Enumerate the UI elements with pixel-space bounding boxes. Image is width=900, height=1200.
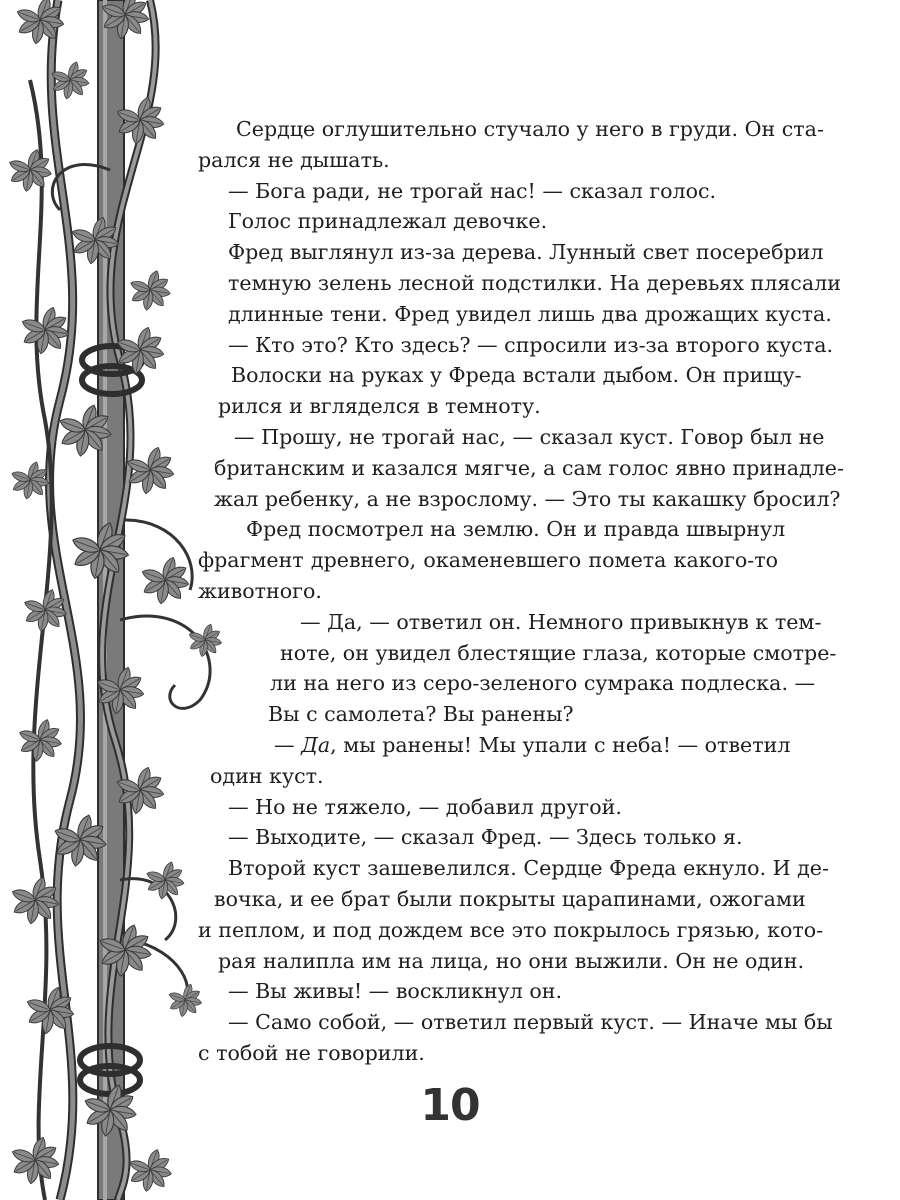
- text-line: животного.: [198, 578, 322, 603]
- text-line: Волоски на руках у Фреда встали дыбом. Он прищу-: [231, 363, 802, 388]
- text-line: Вы с самолета? Вы ранены?: [268, 702, 574, 727]
- text-line: — Само собой, — ответил первый куст. — Иначе мы бы: [228, 1010, 833, 1035]
- text-line: Голос принадлежал девочке.: [228, 209, 548, 234]
- text-line: Второй куст зашевелился. Сердце Фреда екнуло. И де-: [228, 856, 829, 881]
- page-number: 10: [420, 1080, 480, 1131]
- emphasized-word: Да: [301, 732, 331, 757]
- dash: —: [274, 732, 302, 757]
- text-line: — Да, — ответил он. Немного привыкнув к тем-: [300, 609, 822, 634]
- text-line: Фред выглянул из-за дерева. Лунный свет посеребрил: [228, 240, 824, 265]
- line-rest: , мы ранены! Мы упали с неба! — ответил: [330, 732, 791, 757]
- text-line: длинные тени. Фред увидел лишь два дрожащих куста.: [228, 301, 832, 326]
- text-line: — Бога ради, не трогай нас! — сказал голос.: [228, 178, 717, 203]
- text-line: — Но не тяжело, — добавил другой.: [228, 794, 622, 819]
- text-line: ли на него из серо-зеленого сумрака подлеска. —: [270, 671, 816, 696]
- text-line: — Выходите, — сказал Фред. — Здесь только я.: [228, 825, 743, 850]
- page-text: [198, 114, 844, 1069]
- text-line: [198, 730, 791, 761]
- text-line: Сердце оглушительно стучало у него в груди. Он ста-: [236, 117, 824, 141]
- text-line: — Прошу, не трогай нас, — сказал куст. Говор был не: [234, 424, 825, 449]
- text-line: один куст.: [210, 763, 324, 788]
- text-line: рился и вгляделся в темноту.: [218, 394, 541, 419]
- text-line: — Кто это? Кто здесь? — спросили из-за второго куста.: [228, 332, 834, 357]
- text-line: вочка, и ее брат были покрыты царапинами, ожогами: [214, 886, 806, 911]
- text-line: жал ребенку, а не взрослому. — Это ты какашку бросил?: [214, 486, 841, 511]
- text-line: темную зелень лесной подстилки. На деревьях плясали: [228, 270, 841, 295]
- text-line: и пеплом, и под дождем все это покрылось грязью, кото-: [198, 917, 824, 942]
- text-line: фрагмент древнего, окаменевшего помета какого-то: [198, 548, 778, 573]
- text-line: ноте, он увидел блестящие глаза, которые смотре-: [280, 640, 837, 665]
- text-line: рая налипла им на лица, но они выжили. Он не один.: [218, 948, 805, 973]
- text-line: с тобой не говорили.: [198, 1040, 425, 1065]
- text-line: рался не дышать.: [198, 147, 390, 172]
- text-line: — Вы живы! — воскликнул он.: [228, 979, 563, 1004]
- text-line: британским и казался мягче, а сам голос явно принадле-: [214, 455, 844, 480]
- text-line: Фред посмотрел на землю. Он и правда швырнул: [246, 517, 786, 542]
